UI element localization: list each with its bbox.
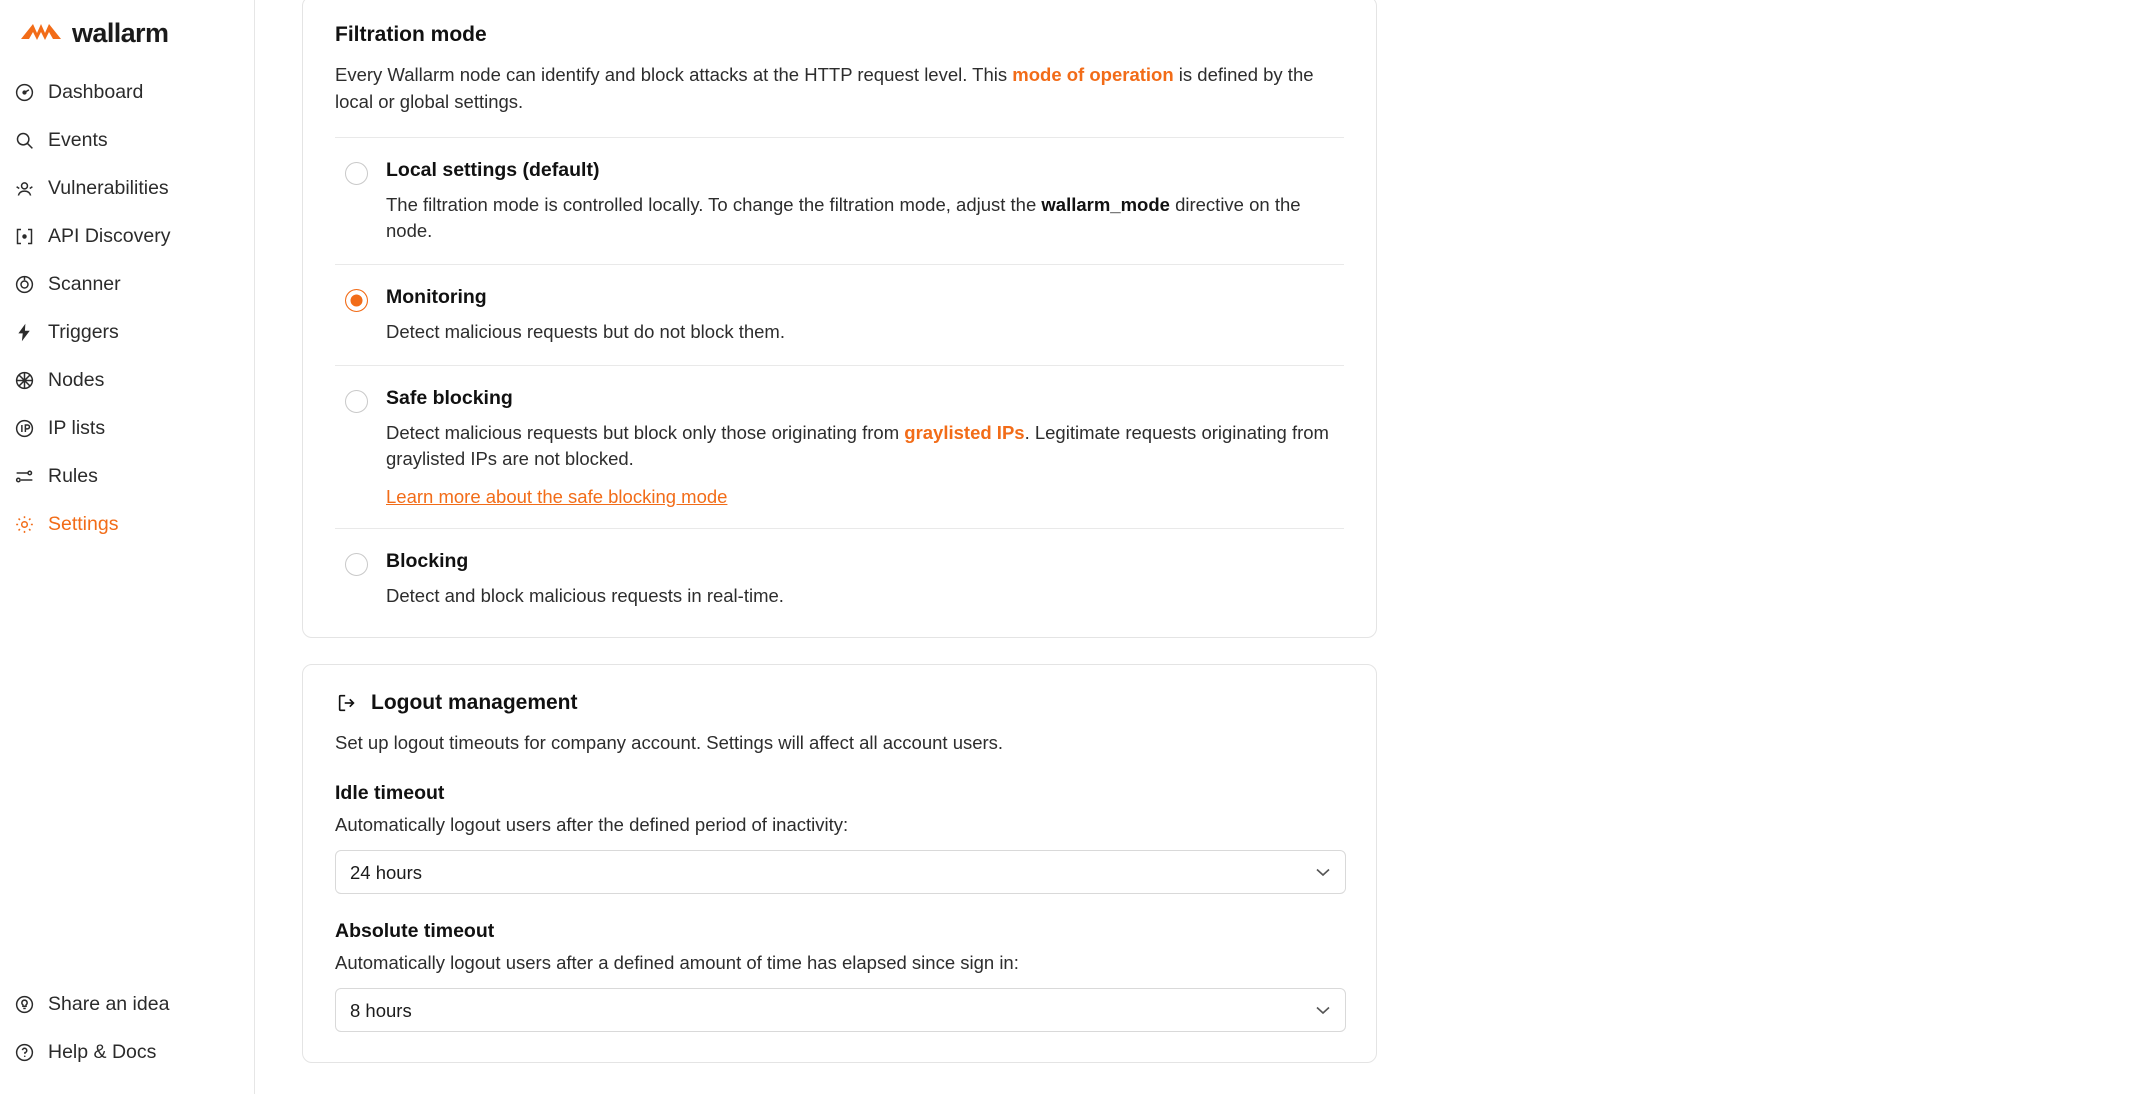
filtration-description — [335, 47, 1344, 137]
option-description: Detect malicious requests but do not block them. — [386, 321, 785, 342]
logout-description: Set up logout timeouts for company account. Settings will affect all account users. — [335, 732, 1004, 753]
option-body — [386, 386, 1344, 508]
filtration-option-safe-blocking[interactable] — [335, 366, 1344, 528]
idle-timeout-sub: Automatically logout users after the defined period of inactivity: — [335, 814, 849, 835]
option-title: Local settings (default) — [386, 159, 600, 181]
logout-management-card — [302, 664, 1377, 1063]
option-body — [386, 285, 1344, 345]
filtration-option-local-settings[interactable] — [335, 138, 1344, 264]
option-desc-part1: The filtration mode is controlled locally. To change the filtration mode, adjust the — [386, 194, 1042, 215]
idle-timeout-select-wrap — [335, 850, 1346, 894]
sidebar-item-label: Share an idea — [48, 992, 170, 1015]
sidebar-item-label: Rules — [48, 464, 98, 487]
mode-of-operation-link[interactable]: mode of operation — [1012, 64, 1174, 85]
option-body — [386, 158, 1344, 244]
radio-blocking[interactable] — [345, 553, 368, 576]
spacer — [335, 1032, 1344, 1058]
sidebar-item-label: Events — [48, 128, 108, 151]
sidebar-item-label: IP lists — [48, 416, 106, 439]
sidebar-item-share-an-idea[interactable] — [0, 980, 254, 1028]
sidebar-item-help-and-docs[interactable] — [0, 1028, 254, 1076]
sidebar-item-label: Dashboard — [48, 80, 144, 103]
option-desc-part2: directive on the node. — [386, 194, 1301, 241]
logout-title-row — [335, 665, 1344, 715]
ip-lists-icon — [13, 417, 35, 439]
scanner-icon — [13, 273, 35, 295]
option-title: Monitoring — [386, 286, 487, 308]
absolute-timeout-select-wrap — [335, 988, 1346, 1032]
option-title: Blocking — [386, 550, 469, 572]
bolt-icon — [13, 321, 35, 343]
sidebar-item-label: Settings — [48, 512, 119, 535]
option-description — [386, 420, 1344, 472]
sidebar-item-label: Help & Docs — [48, 1040, 157, 1063]
filtration-mode-card — [302, 0, 1377, 638]
dashboard-icon — [13, 81, 35, 103]
filtration-description-part2: is defined by the local or global settings. — [335, 64, 1314, 112]
safe-blocking-learn-more-link[interactable]: Learn more about the safe blocking mode — [386, 486, 728, 507]
idle-timeout-label: Idle timeout — [335, 782, 445, 804]
filtration-option-blocking[interactable] — [335, 529, 1344, 637]
option-title: Safe blocking — [386, 387, 513, 409]
search-icon — [13, 129, 35, 151]
api-discovery-icon — [13, 225, 35, 247]
sidebar-item-triggers[interactable] — [0, 308, 254, 356]
radio-safe-blocking[interactable] — [345, 390, 368, 413]
nodes-icon — [13, 369, 35, 391]
brand-name: wallarm — [72, 17, 169, 48]
option-description: Detect and block malicious requests in real-time. — [386, 585, 784, 606]
radio-monitoring[interactable] — [345, 289, 368, 312]
sidebar-item-settings[interactable] — [0, 500, 254, 548]
rules-icon — [13, 465, 35, 487]
radio-local-settings[interactable] — [345, 162, 368, 185]
wallarm-logo-icon — [20, 20, 62, 46]
gear-icon — [13, 513, 35, 535]
help-icon — [13, 1041, 35, 1063]
filtration-option-monitoring[interactable] — [335, 265, 1344, 365]
sidebar-item-scanner[interactable] — [0, 260, 254, 308]
sidebar-nav — [0, 68, 254, 548]
sidebar-item-api-discovery[interactable] — [0, 212, 254, 260]
sidebar-item-label: Scanner — [48, 272, 121, 295]
lightbulb-icon — [13, 993, 35, 1015]
graylisted-ips-link[interactable]: graylisted IPs — [904, 422, 1025, 443]
vulnerabilities-icon — [13, 177, 35, 199]
sidebar-item-dashboard[interactable] — [0, 68, 254, 116]
absolute-timeout-select[interactable] — [335, 988, 1346, 1032]
page-title: Filtration mode — [335, 23, 487, 46]
sidebar-item-label: Nodes — [48, 368, 105, 391]
sidebar-item-vulnerabilities[interactable] — [0, 164, 254, 212]
sidebar-bottom — [0, 980, 254, 1094]
brand-logo[interactable] — [0, 0, 254, 58]
option-desc-code: wallarm_mode — [1041, 194, 1170, 215]
sidebar-item-ip-lists[interactable] — [0, 404, 254, 452]
option-description — [386, 192, 1344, 244]
option-body — [386, 549, 1344, 609]
option-desc-part1: Detect malicious requests but block only those originating from — [386, 422, 905, 443]
sidebar-item-label: Triggers — [48, 320, 119, 343]
sidebar-item-label: Vulnerabilities — [48, 176, 169, 199]
sidebar-item-nodes[interactable] — [0, 356, 254, 404]
logout-title: Logout management — [371, 691, 578, 714]
sidebar-item-events[interactable] — [0, 116, 254, 164]
sidebar-item-rules[interactable] — [0, 452, 254, 500]
settings-column — [302, 0, 1377, 1063]
absolute-timeout-sub: Automatically logout users after a defined amount of time has elapsed since sign in: — [335, 952, 1019, 973]
logout-icon — [335, 691, 359, 715]
absolute-timeout-label: Absolute timeout — [335, 920, 495, 942]
option-desc-part2: . Legitimate requests originating from graylisted IPs are not blocked. — [386, 422, 1329, 469]
filtration-description-part1: Every Wallarm node can identify and block attacks at the HTTP request level. This — [335, 64, 1013, 85]
sidebar-item-label: API Discovery — [48, 224, 171, 247]
sidebar — [0, 0, 255, 1094]
main-content — [255, 0, 2150, 1094]
idle-timeout-select[interactable] — [335, 850, 1346, 894]
